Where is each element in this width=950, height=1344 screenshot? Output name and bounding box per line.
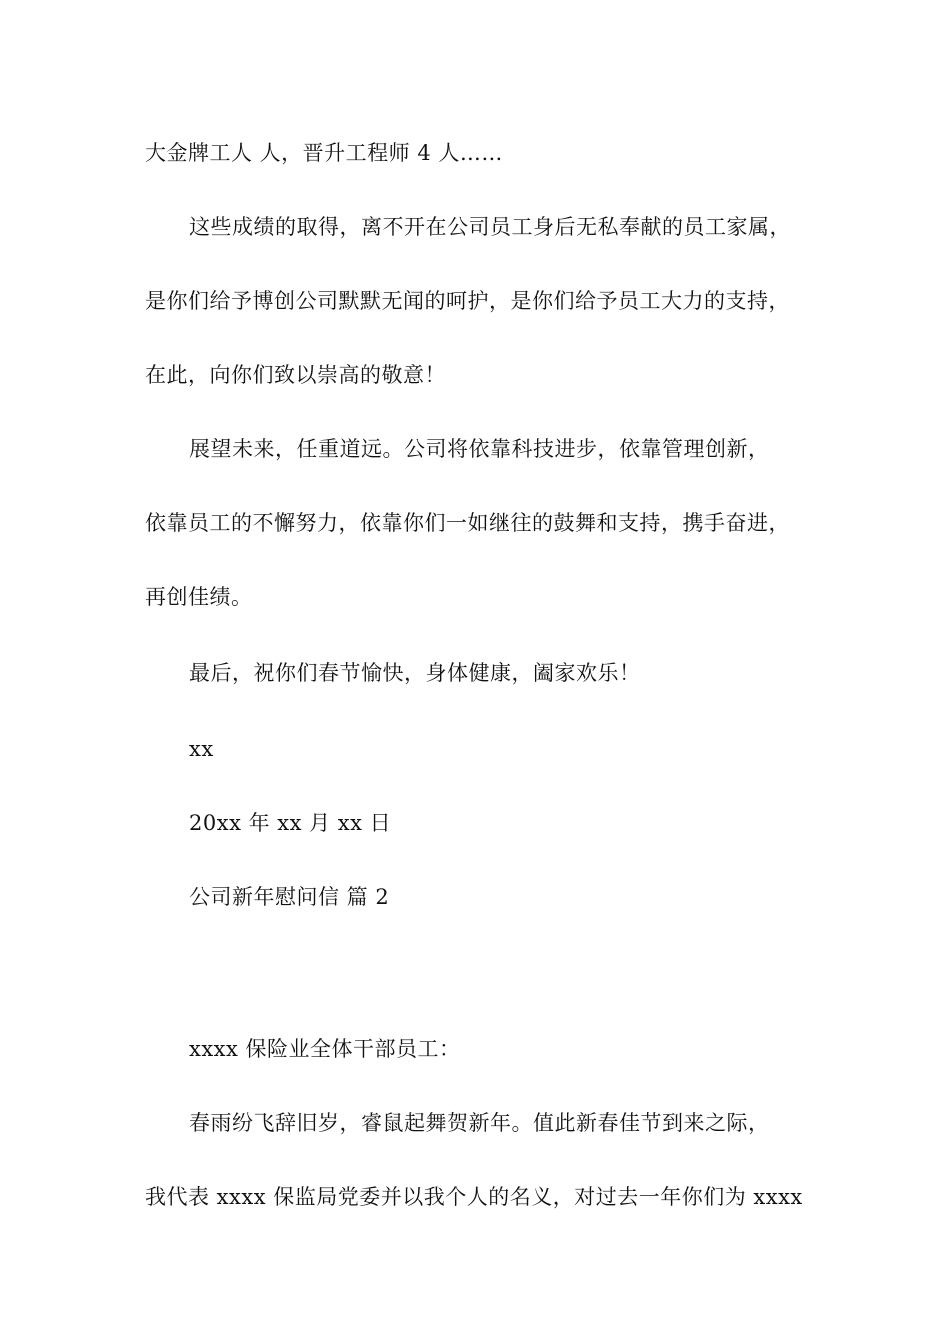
text-line-4: 在此，向你们致以崇高的敬意！ [145, 363, 446, 387]
text-line-3: 是你们给予博创公司默默无闻的呵护，是你们给予员工大力的支持， [145, 289, 790, 313]
text-line-10: 20xx 年 xx 月 xx 日 [189, 811, 392, 835]
section-heading: 公司新年慰问信 篇 2 [189, 885, 390, 909]
text-line-1: 大金牌工人 人，晋升工程师 4 人…… [145, 141, 503, 165]
text-line-7: 再创佳绩。 [145, 585, 253, 609]
text-line-2: 这些成绩的取得，离不开在公司员工身后无私奉献的员工家属， [189, 215, 791, 239]
text-line-9: xx [189, 737, 214, 761]
text-line-14: 我代表 xxxx 保监局党委并以我个人的名义，对过去一年你们为 xxxx [145, 1185, 803, 1209]
text-line-13: 春雨纷飞辞旧岁，睿鼠起舞贺新年。值此新春佳节到来之际， [189, 1111, 770, 1135]
text-line-6: 依靠员工的不懈努力，依靠你们一如继往的鼓舞和支持，携手奋进， [145, 511, 790, 535]
text-line-5: 展望未来，任重道远。公司将依靠科技进步，依靠管理创新， [189, 437, 770, 461]
salutation: xxxx 保险业全体干部员工： [189, 1037, 461, 1061]
text-line-8: 最后，祝你们春节愉快，身体健康，阖家欢乐！ [189, 661, 641, 685]
